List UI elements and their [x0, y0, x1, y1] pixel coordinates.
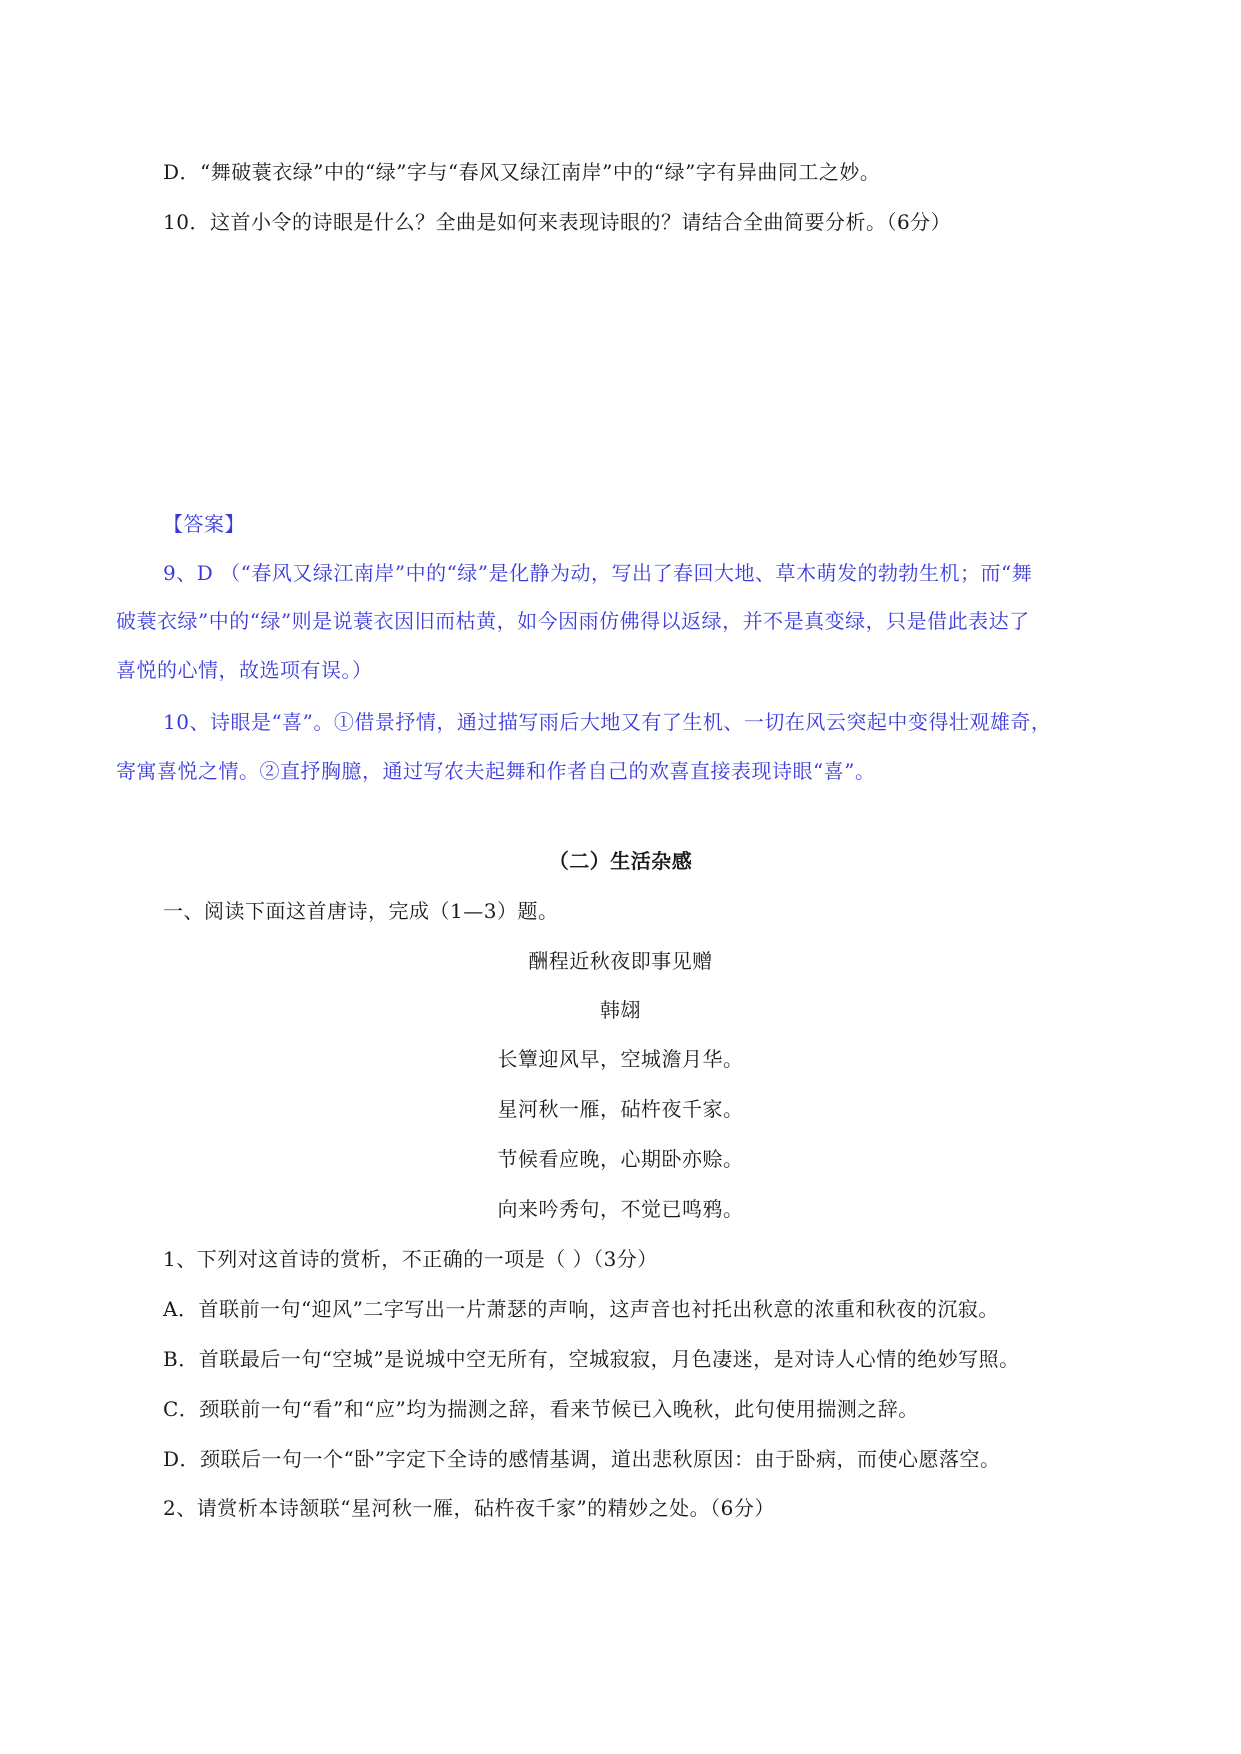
- question-2: 2、请赏析本诗颔联“星河秋一雁，砧杵夜千家”的精妙之处。（6分）: [163, 1496, 775, 1520]
- answer-9-line-3: 喜悦的心情，故选项有误。）: [116, 658, 373, 682]
- section-heading: （二）生活杂感: [548, 849, 693, 873]
- poem-line: 向来吟秀句，不觉已鸣鸦。: [497, 1197, 744, 1221]
- option-a: A．首联前一句“迎风”二字写出一片萧瑟的声响，这声音也衬托出秋意的浓重和秋夜的沉寂。: [163, 1297, 999, 1321]
- poem-author: 韩翃: [600, 998, 641, 1022]
- poem-line: 星河秋一雁，砧杵夜千家。: [497, 1097, 744, 1121]
- answer-10-line-2: 寄寓喜悦之情。②直抒胸臆，通过写农夫起舞和作者自己的欢喜直接表现诗眼“喜”。: [116, 759, 876, 783]
- answer-9-line-1: 9、D （“春风又绿江南岸”中的“绿”是化静为动，写出了春回大地、草木萌发的勃勃生机；而“舞: [163, 561, 1033, 585]
- poem-line: 节候看应晚，心期卧亦赊。: [497, 1147, 744, 1171]
- question-1: 1、下列对这首诗的赏析，不正确的一项是（ ）（3分）: [163, 1247, 658, 1271]
- answer-10-line-1: 10、诗眼是“喜”。①借景抒情，通过描写雨后大地又有了生机、一切在风云突起中变得壮观雄奇，: [163, 710, 1052, 734]
- option-b: B．首联最后一句“空城”是说城中空无所有，空城寂寂，月色凄迷，是对诗人心情的绝妙写照。: [163, 1347, 1020, 1371]
- option-d-text: D．“舞破蓑衣绿”中的“绿”字与“春风又绿江南岸”中的“绿”字有异曲同工之妙。: [163, 160, 881, 184]
- option-c: C．颈联前一句“看”和“应”均为揣测之辞，看来节候已入晚秋，此句使用揣测之辞。: [163, 1397, 919, 1421]
- question-10: 10．这首小令的诗眼是什么？全曲是如何来表现诗眼的？请结合全曲简要分析。（6分）: [163, 210, 952, 234]
- option-d: D．颈联后一句一个“卧”字定下全诗的感情基调，道出悲秋原因：由于卧病，而使心愿落空。: [163, 1447, 1001, 1471]
- answer-9-line-2: 破蓑衣绿”中的“绿”则是说蓑衣因旧而枯黄，如今因雨仿佛得以返绿，并不是真变绿，只是借此表达了: [116, 609, 1030, 633]
- poem-title: 酬程近秋夜即事见赠: [528, 949, 713, 973]
- poem-line: 长簟迎风早，空城澹月华。: [497, 1047, 744, 1071]
- answer-tag: 【答案】: [163, 512, 245, 536]
- reading-intro: 一、阅读下面这首唐诗，完成（1—3）题。: [163, 899, 559, 923]
